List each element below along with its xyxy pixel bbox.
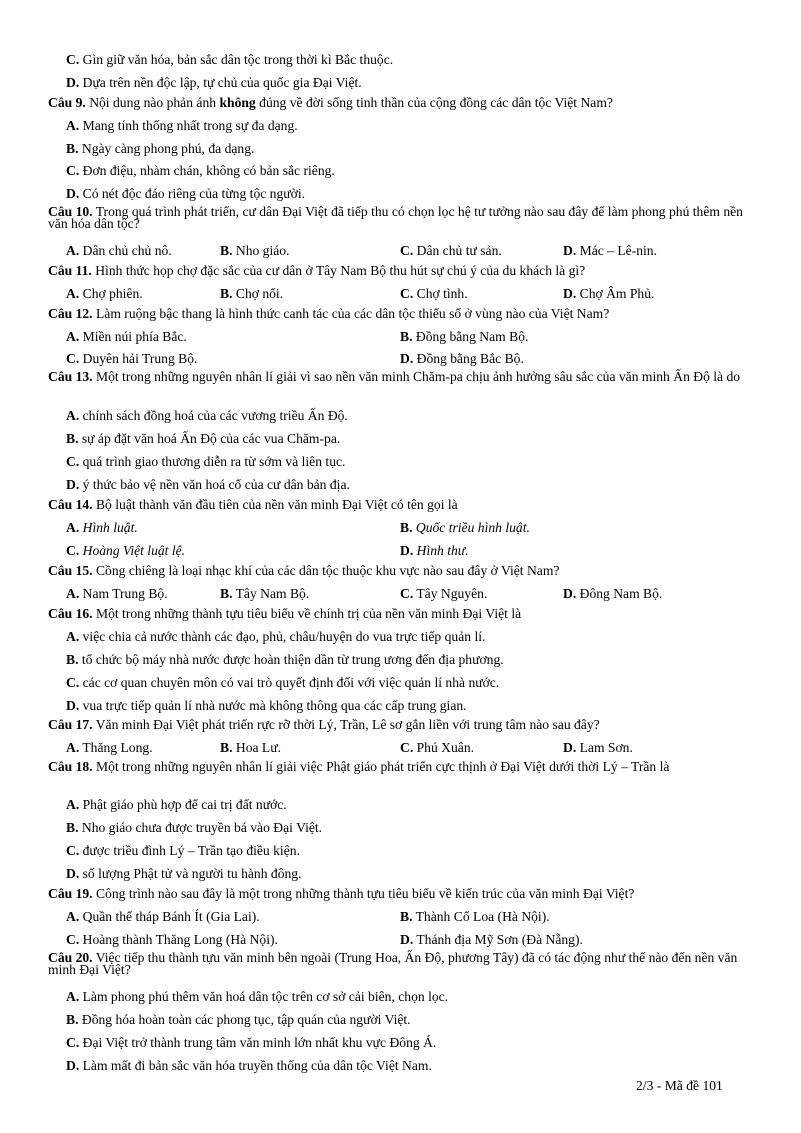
option-key: D. [400,351,414,366]
option-key: C. [66,52,80,67]
answer-option [66,675,499,691]
question-18 [48,761,756,773]
option-key: B. [220,586,233,601]
question-text: Công trình nào sau đây là một trong những thành tựu tiêu biểu về kiến trúc của văn minh Đại Việt? [95,886,635,901]
question-number: Câu 16. [48,606,93,621]
question-number: Câu 9. [48,95,86,110]
option-key: B. [66,431,79,446]
answer-option [400,329,528,345]
answer-option [66,431,340,447]
answer-option [563,740,633,756]
answer-option [66,909,260,925]
question-emphasis: không [219,95,256,110]
answer-option [66,932,278,948]
question-number: Câu 15. [48,563,93,578]
question-number: Câu 20. [48,950,93,965]
option-key: A. [66,740,80,755]
option-key: A. [66,989,80,1004]
answer-option [400,740,474,756]
question-number: Câu 18. [48,759,93,774]
option-key: C. [400,243,414,258]
question-text: Một trong những thành tựu tiêu biểu về chính trị của nền văn minh Đại Việt là [95,606,522,621]
answer-option [220,286,283,302]
question-17 [48,717,600,733]
option-text: Hình thư. [416,543,469,558]
answer-option [563,243,657,259]
answer-option [66,740,153,756]
option-text: Hoa Lư. [235,740,281,755]
option-text: tổ chức bộ máy nhà nước được hoàn thiện dần từ trung ương đến địa phương. [81,652,504,667]
option-key: B. [66,652,79,667]
option-key: C. [66,543,80,558]
question-12 [48,306,609,322]
question-number: Câu 10. [48,204,93,219]
answer-option [400,543,469,559]
option-key: C. [66,454,80,469]
option-key: C. [400,286,414,301]
answer-option [66,698,467,714]
option-key: B. [400,909,413,924]
option-text: Đông Nam Bộ. [579,586,663,601]
option-key: D. [563,586,577,601]
answer-option [66,1012,411,1028]
option-text: Lam Sơn. [579,740,633,755]
option-key: B. [400,520,413,535]
option-text: Hình luật. [82,520,138,535]
option-key: C. [66,843,80,858]
question-text: Hình thức họp chợ đặc sắc của cư dân ở Tây Nam Bộ thu hút sự chú ý của du khách là gì? [95,263,586,278]
option-key: A. [66,243,80,258]
answer-option [66,408,348,424]
question-text: Văn minh Đại Việt phát triển rực rỡ thời Lý, Trần, Lê sơ gắn liền với trung tâm nào sau đây? [95,717,600,732]
answer-option [66,797,287,813]
option-text: Đơn điệu, nhàm chán, không có bản sắc riêng. [82,163,335,178]
option-key: C. [66,163,80,178]
option-text: Thăng Long. [82,740,153,755]
option-key: B. [66,141,79,156]
option-text: các cơ quan chuyên môn có vai trò quyết định đối với việc quản lí nhà nước. [82,675,500,690]
option-key: B. [220,740,233,755]
option-text: Thành Cổ Loa (Hà Nội). [415,909,550,924]
question-9 [48,95,613,111]
answer-option [66,118,298,134]
answer-option [66,543,185,559]
option-text: Làm phong phú thêm văn hoá dân tộc trên cơ sở cải biên, chọn lọc. [82,989,449,1004]
option-text: Nho giáo. [235,243,290,258]
option-text: Nam Trung Bộ. [82,586,168,601]
option-text: Quốc triều hình luật. [415,520,530,535]
option-text: Nho giáo chưa được truyền bá vào Đại Việt. [81,820,323,835]
option-text: chính sách đồng hoá của các vương triều Ấn Độ. [82,408,348,423]
answer-option [563,286,654,302]
option-key: D. [400,543,414,558]
answer-option [66,351,197,367]
option-text: Mác – Lê-nin. [579,243,658,258]
option-key: A. [66,118,80,133]
option-key: A. [66,909,80,924]
page-footer: 2/3 - Mã đề 101 [636,1078,723,1093]
answer-option [400,286,468,302]
option-text: Gìn giữ văn hóa, bản sắc dân tộc trong thời kì Bắc thuộc. [82,52,394,67]
answer-option [563,586,662,602]
answer-option [66,629,485,645]
question-number: Câu 11. [48,263,92,278]
question-11 [48,263,585,279]
option-text: Ngày càng phong phú, đa dạng. [81,141,255,156]
answer-option [66,586,168,602]
option-text: Làm mất đi bản sắc văn hóa truyền thống của dân tộc Việt Nam. [82,1058,432,1073]
option-text: Chợ tình. [416,286,468,301]
option-text: sự áp đặt văn hoá Ấn Độ của các vua Chăm-pa. [81,431,341,446]
option-text: Miền núi phía Bắc. [82,329,187,344]
option-key: A. [66,408,80,423]
option-text: Tây Nguyên. [416,586,488,601]
answer-option [400,586,487,602]
question-number: Câu 14. [48,497,93,512]
option-text: Đồng hóa hoàn toàn các phong tục, tập quán của người Việt. [81,1012,411,1027]
option-text: số lượng Phật tử và người tu hành đông. [82,866,302,881]
option-text: Thánh địa Mỹ Sơn (Đà Nẵng). [416,932,583,947]
option-text: Chợ nổi. [235,286,284,301]
question-text: Cồng chiêng là loại nhạc khí của các dân tộc thuộc khu vực nào sau đây ở Việt Nam? [95,563,560,578]
answer-option [66,843,300,859]
answer-option [400,909,550,925]
answer-option [66,286,143,302]
answer-option [66,243,172,259]
option-text: Tây Nam Bộ. [235,586,310,601]
answer-option [400,932,583,948]
option-text: Dân chủ tư sản. [416,243,502,258]
option-text: Chợ Âm Phủ. [579,286,655,301]
question-number: Câu 13. [48,369,93,384]
question-number: Câu 19. [48,886,93,901]
option-text: Đồng bằng Bắc Bộ. [416,351,524,366]
question-text: Một trong những nguyên nhân lí giải việc Phật giáo phát triển cực thịnh ở Đại Việt dưới thời Lý – Trần là [95,759,670,774]
answer-option [66,186,305,202]
option-key: D. [563,286,577,301]
option-text: Hoàng thành Thăng Long (Hà Nội). [82,932,278,947]
question-number: Câu 17. [48,717,93,732]
option-key: D. [66,1058,80,1073]
question-16 [48,606,521,622]
question-number: Câu 12. [48,306,93,321]
question-14 [48,497,458,513]
answer-option [220,243,290,259]
option-text: Chợ phiên. [82,286,143,301]
option-key: A. [66,797,80,812]
option-key: D. [66,75,80,90]
option-text: Dân chủ chủ nô. [82,243,172,258]
option-key: B. [66,820,79,835]
option-key: D. [66,186,80,201]
question-13 [48,371,756,383]
option-key: C. [66,1035,80,1050]
option-text: Duyên hải Trung Bộ. [82,351,198,366]
question-20 [48,952,756,976]
option-key: D. [563,740,577,755]
option-key: B. [66,1012,79,1027]
option-key: D. [66,866,80,881]
answer-option [66,329,187,345]
answer-option [66,652,504,668]
option-text: Dựa trên nền độc lập, tự chủ của quốc gia Đại Việt. [82,75,362,90]
option-key: A. [66,629,80,644]
option-text: Phật giáo phù hợp để cai trị đất nước. [82,797,287,812]
answer-option [66,75,362,91]
option-text: được triều đình Lý – Trần tạo điều kiện. [82,843,300,858]
answer-option [220,586,309,602]
answer-option [400,520,530,536]
option-text: Mang tính thống nhất trong sự đa dạng. [82,118,298,133]
answer-option [66,820,322,836]
answer-option [66,989,448,1005]
option-text: Quần thể tháp Bánh Ít (Gia Lai). [82,909,260,924]
answer-option [66,454,345,470]
option-key: D. [66,477,80,492]
answer-option [66,52,393,68]
option-text: Có nét độc đáo riêng của từng tộc người. [82,186,306,201]
option-key: A. [66,329,80,344]
option-text: việc chia cả nước thành các đạo, phủ, châu/huyện do vua trực tiếp quản lí. [82,629,486,644]
option-key: C. [400,740,414,755]
question-text: đúng về đời sống tinh thần của cộng đồng các dân tộc Việt Nam? [259,95,613,110]
option-key: B. [220,286,233,301]
question-text: Nội dung nào phản ánh [89,95,217,110]
question-text: Một trong những nguyên nhân lí giải vì sao nền văn minh Chăm-pa chịu ảnh hưởng sâu sắc của văn minh Ấn Độ là do [95,369,741,384]
answer-option [66,1058,432,1074]
option-text: Hoàng Việt luật lệ. [82,543,186,558]
option-text: Phú Xuân. [416,740,475,755]
option-key: C. [400,586,414,601]
question-19 [48,886,634,902]
question-text: Việc tiếp thu thành tựu văn minh bên ngoài (Trung Hoa, Ấn Độ, phương Tây) đã có tác động như thế nào đến nền văn minh Đại Việt? [48,950,738,977]
option-key: B. [400,329,413,344]
option-key: D. [66,698,80,713]
answer-option [66,1035,436,1051]
answer-option [66,141,254,157]
question-text: Bộ luật thành văn đầu tiên của nền văn minh Đại Việt có tên gọi là [95,497,458,512]
option-text: vua trực tiếp quản lí nhà nước mà không thông qua các cấp trung gian. [82,698,467,713]
option-key: B. [220,243,233,258]
answer-option [400,351,524,367]
answer-option [220,740,281,756]
option-text: ý thức bảo vệ nền văn hoá cổ của cư dân bản địa. [82,477,350,492]
option-key: C. [66,932,80,947]
answer-option [66,520,138,536]
question-text: Làm ruộng bậc thang là hình thức canh tác của các dân tộc thiểu số ở vùng nào của Việt Nam? [95,306,610,321]
option-key: D. [563,243,577,258]
question-text: Trong quá trình phát triển, cư dân Đại Việt đã tiếp thu có chọn lọc hệ tư tưởng nào sau đây để làm phong phú thêm nền văn hóa dân tộc? [48,204,743,231]
answer-option [66,163,335,179]
option-key: D. [400,932,414,947]
option-text: quá trình giao thương diễn ra từ sớm và liên tục. [82,454,346,469]
option-text: Đại Việt trở thành trung tâm văn minh lớn nhất khu vực Đông Á. [82,1035,437,1050]
option-key: A. [66,286,80,301]
option-key: C. [66,675,80,690]
question-10 [48,206,756,230]
option-text: Đồng bằng Nam Bộ. [415,329,529,344]
answer-option [66,866,301,882]
question-15 [48,563,559,579]
answer-option [66,477,350,493]
option-key: A. [66,520,80,535]
option-key: C. [66,351,80,366]
option-key: A. [66,586,80,601]
answer-option [400,243,502,259]
